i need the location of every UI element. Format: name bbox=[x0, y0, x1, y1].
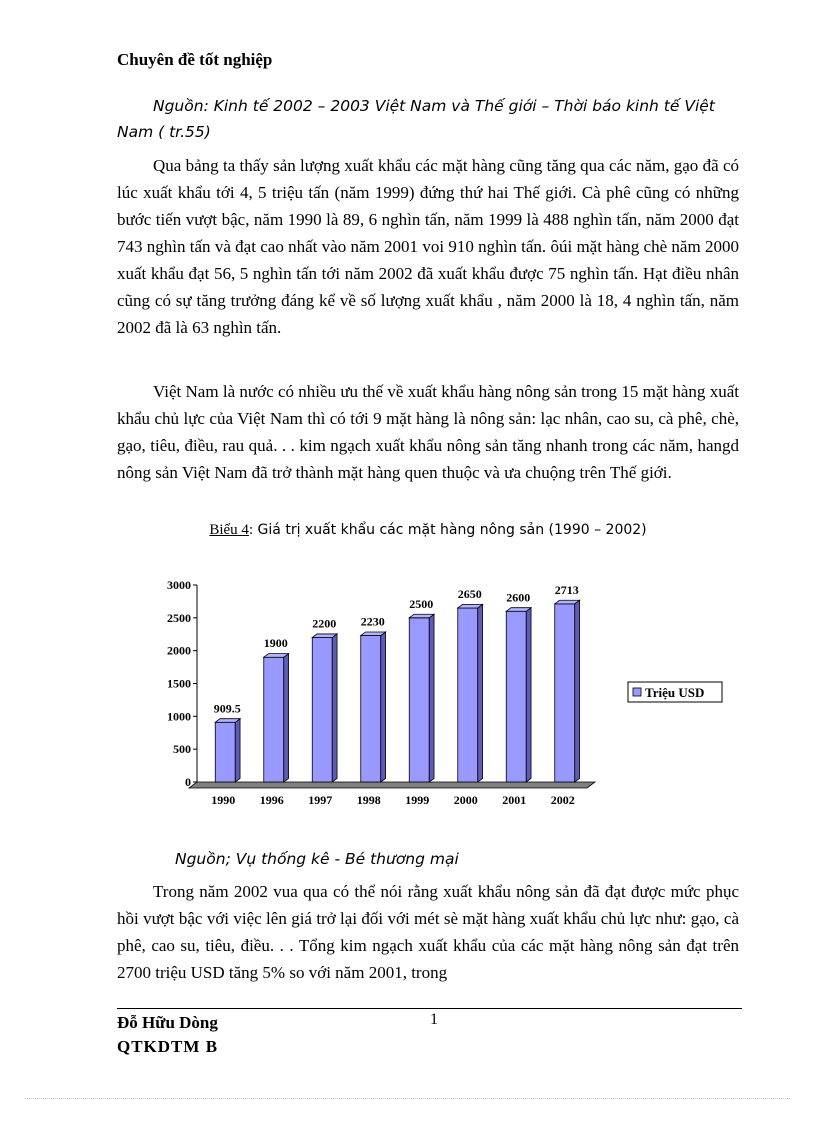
bar bbox=[264, 657, 284, 782]
x-tick-label: 1999 bbox=[405, 793, 430, 807]
y-tick-label: 3000 bbox=[167, 578, 191, 592]
source-note-top: Nguồn: Kinh tế 2002 – 2003 Việt Nam và Thế giới – Thời báo kinh tế Việt Nam ( tr.55) bbox=[117, 97, 715, 141]
legend-label: Triệu USD bbox=[645, 685, 705, 700]
paragraph-1: Qua bảng ta thấy sản lượng xuất khẩu các mặt hàng cũng tăng qua các năm, gạo đã có lúc xuất khẩu tới 4, 5 triệu tấn (năm 1999) đứng thứ hai Thế giới. Cà phê cũng có những bước tiến vượt bậc, năm 1990 là 89, 6 nghìn tấn, năm 1999 là 488 nghìn tấn, năm 2000 đạt 743 nghìn tấn và đạt cao nhất vào năm 2001 voi 910 nghìn tấn. ôúi mặt hàng chè năm 2000 xuất khẩu đạt 56, 5 nghìn tấn tới năm 2002 đã xuất khẩu được 75 nghìn tấn. Hạt điều nhân cũng có sự tăng trưởng đáng kể về số lượng xuất khẩu , năm 2000 là 18, 4 nghìn tấn, năm 2002 đã là 63 nghìn tấn. bbox=[117, 156, 739, 337]
y-tick-label: 500 bbox=[173, 742, 191, 757]
bar-chart bbox=[167, 570, 740, 820]
bar-top bbox=[555, 600, 580, 604]
bar-top bbox=[506, 608, 531, 612]
bar-value-label: 2650 bbox=[457, 586, 482, 601]
bar-side bbox=[429, 614, 434, 782]
bar-side bbox=[478, 604, 483, 782]
page-header-title: Chuyên đề tốt nghiệp bbox=[117, 50, 273, 69]
paragraph-3: Trong năm 2002 vua qua có thể nói rằng xuất khẩu nông sản đã đạt được mức phục hồi vượt bậc với việc lên giá trở lại đối với mét sè mặt hàng xuất khẩu chủ lực như: gạo, cà phê, cao su, tiêu, điều. . . Tổng kim ngạch xuất khẩu của các mặt hàng nông sản đạt trên 2700 triệu USD tăng 5% so với năm 2001, trong bbox=[117, 882, 739, 982]
bar-side bbox=[235, 719, 240, 782]
caption-colon: : bbox=[248, 522, 254, 538]
bar-top bbox=[361, 632, 386, 636]
x-tick-label: 1996 bbox=[259, 793, 284, 807]
bar-value-label: 2713 bbox=[554, 582, 579, 597]
x-tick-label: 2001 bbox=[502, 793, 527, 807]
bar bbox=[215, 722, 235, 782]
chart-caption bbox=[117, 522, 739, 539]
bar-side bbox=[332, 634, 337, 782]
x-tick-label: 2000 bbox=[453, 793, 478, 807]
x-tick-label: 1998 bbox=[356, 793, 381, 807]
caption-label: Biểu 4 bbox=[209, 522, 249, 538]
bar-value-label: 909.5 bbox=[213, 701, 241, 716]
bar-side bbox=[575, 600, 580, 782]
y-tick-label: 2000 bbox=[167, 643, 191, 658]
paragraph-2: Việt Nam là nước có nhiều ưu thế về xuất khẩu hàng nông sản trong 15 mặt hàng xuất khẩu chủ lực của Việt Nam thì có tới 9 mặt hàng là nông sản: lạc nhân, cao su, cà phê, chè, gạo, tiêu, điều, rau quả. . . kim ngạch xuất khẩu nông sản tăng nhanh trong các năm, hangd nông sản Việt Nam đã trở thành mặt hàng quen thuộc và ưa chuộng trên Thế giới. bbox=[117, 382, 739, 482]
x-tick-label: 1997 bbox=[308, 793, 333, 807]
bar-value-label: 2500 bbox=[409, 596, 434, 611]
source-note-bottom: Nguồn; Vụ thống kê - Bé thương mại bbox=[175, 850, 459, 868]
bar-value-label: 2230 bbox=[360, 614, 385, 629]
bar-side bbox=[284, 654, 289, 782]
bar bbox=[555, 604, 575, 782]
bar-side bbox=[526, 608, 531, 782]
bar bbox=[506, 611, 526, 782]
bar bbox=[361, 636, 381, 782]
footer-department: QTKDTM B bbox=[117, 1037, 219, 1056]
bar-top bbox=[409, 614, 434, 618]
bar bbox=[312, 638, 332, 782]
caption-text: Giá trị xuất khẩu các mặt hàng nông sản (1990 – 2002) bbox=[253, 522, 647, 538]
bar-value-label: 2200 bbox=[312, 616, 337, 631]
x-tick-label: 1990 bbox=[211, 793, 236, 807]
page-edge bbox=[25, 1098, 790, 1099]
legend-swatch bbox=[633, 688, 641, 696]
footer-divider bbox=[117, 1008, 742, 1009]
page-number: 1 bbox=[430, 1011, 438, 1028]
bar-top bbox=[215, 719, 240, 723]
y-tick-label: 2500 bbox=[167, 610, 191, 625]
y-tick-label: 1500 bbox=[167, 676, 191, 691]
bar bbox=[458, 608, 478, 782]
bar-value-label: 2600 bbox=[506, 590, 531, 605]
y-tick-label: 0 bbox=[185, 775, 191, 789]
bar-top bbox=[312, 634, 337, 638]
footer-author: Đỗ Hữu Dòng bbox=[117, 1013, 218, 1032]
bar-top bbox=[458, 604, 483, 608]
bar-side bbox=[381, 632, 386, 782]
chart-floor bbox=[189, 782, 595, 788]
bar bbox=[409, 618, 429, 782]
bar-top bbox=[264, 654, 289, 658]
y-tick-label: 1000 bbox=[167, 709, 191, 724]
x-tick-label: 2002 bbox=[550, 793, 575, 807]
bar-value-label: 1900 bbox=[263, 636, 288, 651]
